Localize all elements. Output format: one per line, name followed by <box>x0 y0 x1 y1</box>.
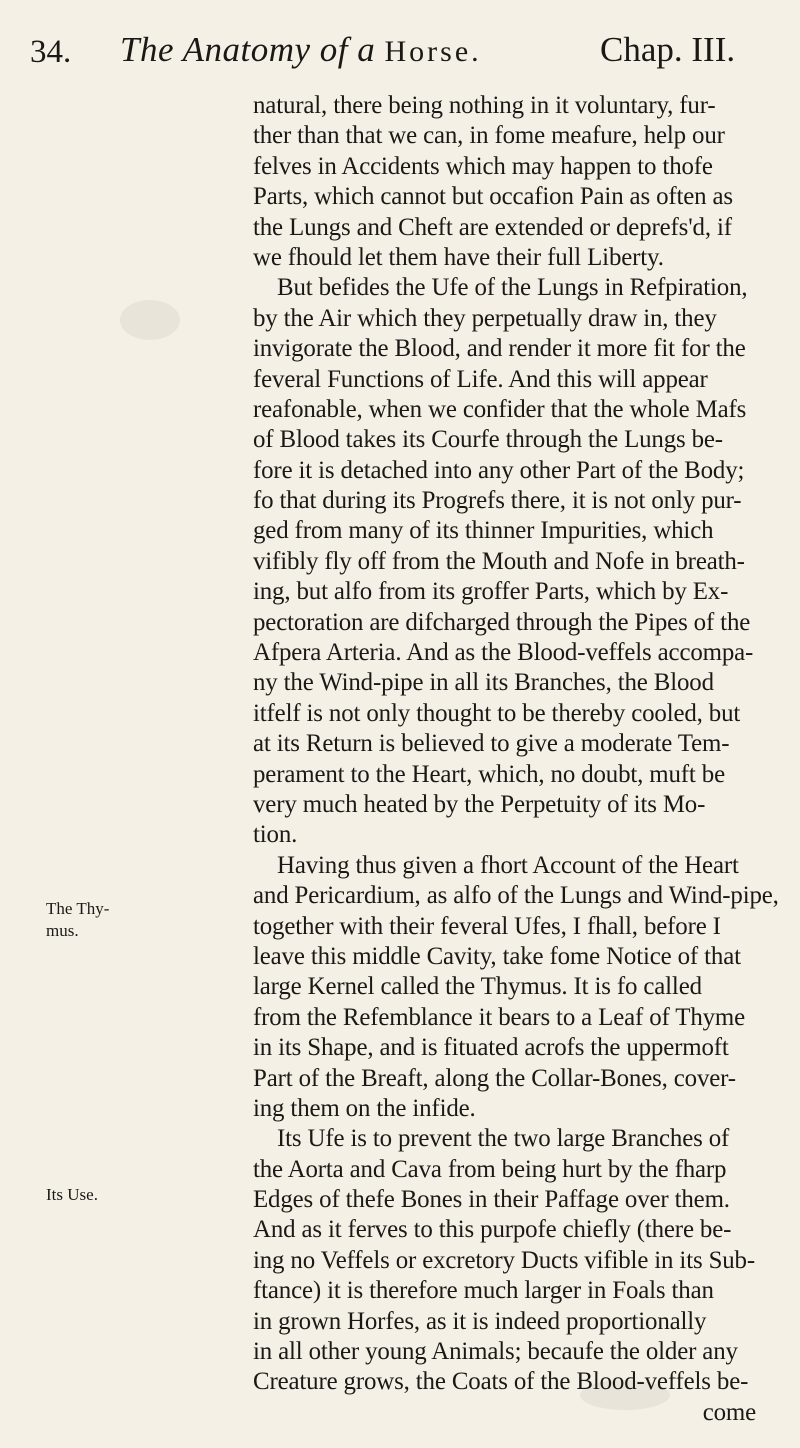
text-line: we fhould let them have their full Liberty. <box>253 243 664 271</box>
text-line: ther than that we can, in fome meafure, help our <box>253 122 725 150</box>
running-title <box>120 30 482 70</box>
text-line: perament to the Heart, which, no doubt, muft be <box>253 760 725 788</box>
margin-note-its-use: Its Use. <box>46 1185 98 1204</box>
text-line: together with their feveral Ufes, I fhall, before I <box>253 912 721 940</box>
text-line: large Kernel called the Thymus. It is fo called <box>253 973 702 1001</box>
text-line: ing, but alfo from its groffer Parts, which by Ex- <box>253 578 729 606</box>
text-line: ftance) it is therefore much larger in Foals than <box>253 1277 714 1305</box>
text-line: itfelf is not only thought to be thereby cooled, but <box>253 699 741 727</box>
text-line: invigorate the Blood, and render it more fit for the <box>253 335 746 363</box>
text-line: ged from many of its thinner Impurities, which <box>253 517 714 545</box>
margin-note-thymus: The Thy-mus. <box>46 899 110 940</box>
text-line: the Lungs and Cheft are extended or deprefs'd, if <box>253 213 732 241</box>
page-number: 34. <box>30 34 72 70</box>
text-line: of Blood takes its Courfe through the Lungs be- <box>253 426 723 454</box>
text-line: feveral Functions of Life. And this will appear <box>253 365 708 393</box>
text-line: Parts, which cannot but occafion Pain as often as <box>253 183 733 211</box>
text-line: vifibly fly off from the Mouth and Nofe in breath- <box>253 547 745 575</box>
text-line: fo that during its Progrefs there, it is not only pur- <box>253 487 742 515</box>
catchword: come <box>702 1398 756 1426</box>
text-line: in its Shape, and is fituated acrofs the uppermoft <box>253 1034 729 1062</box>
text-line: Having thus given a fhort Account of the Heart <box>277 851 739 879</box>
paper-stain <box>120 300 180 340</box>
text-line: Edges of thefe Bones in their Paffage over them. <box>253 1186 730 1214</box>
text-line: tion. <box>253 821 298 849</box>
text-line: very much heated by the Perpetuity of its Mo- <box>253 790 706 818</box>
running-header <box>30 30 770 90</box>
text-line: ny the Wind-pipe in all its Branches, the Blood <box>253 669 714 697</box>
text-line: leave this middle Cavity, take fome Notice of that <box>253 942 741 970</box>
text-line: natural, there being nothing in it voluntary, fur- <box>253 92 716 119</box>
text-line: ing them on the infide. <box>253 1094 476 1122</box>
text-line: reafonable, when we confider that the whole Mafs <box>253 395 747 423</box>
text-line: the Aorta and Cava from being hurt by the fharp <box>253 1155 727 1183</box>
text-line: felves in Accidents which may happen to thofe <box>253 152 713 180</box>
text-line: Creature grows, the Coats of the Blood-veffels be- <box>253 1368 749 1396</box>
running-title-prefix: The Anatomy of a <box>120 30 376 69</box>
text-line: Its Ufe is to prevent the two large Branches of <box>277 1125 730 1153</box>
text-line: from the Refemblance it bears to a Leaf of Thyme <box>253 1003 746 1031</box>
text-line: Part of the Breaft, along the Collar-Bones, cover- <box>253 1064 736 1092</box>
text-line: But befides the Ufe of the Lungs in Refpiration, <box>277 274 748 302</box>
running-title-horse: Horse. <box>384 35 482 68</box>
text-line: ing no Veffels or excretory Ducts vifible in its Sub- <box>253 1246 755 1274</box>
text-line: fore it is detached into any other Part of the Body; <box>253 456 745 484</box>
text-line: pectoration are difcharged through the Pipes of the <box>253 608 751 636</box>
text-line: at its Return is believed to give a moderate Tem- <box>253 730 730 758</box>
text-line: and Pericardium, as alfo of the Lungs and Wind-pipe, <box>253 882 779 910</box>
text-line: by the Air which they perpetually draw in, they <box>253 304 717 332</box>
text-line: in grown Horfes, as it is indeed proportionally <box>253 1307 707 1335</box>
text-line: And as it ferves to this purpofe chiefly (there be- <box>253 1216 732 1244</box>
chapter-label: Chap. III. <box>600 30 736 69</box>
text-line: Afpera Arteria. And as the Blood-veffels accompa- <box>253 639 754 667</box>
text-line: in all other young Animals; becaufe the older any <box>253 1338 738 1366</box>
body-text <box>253 91 779 1428</box>
